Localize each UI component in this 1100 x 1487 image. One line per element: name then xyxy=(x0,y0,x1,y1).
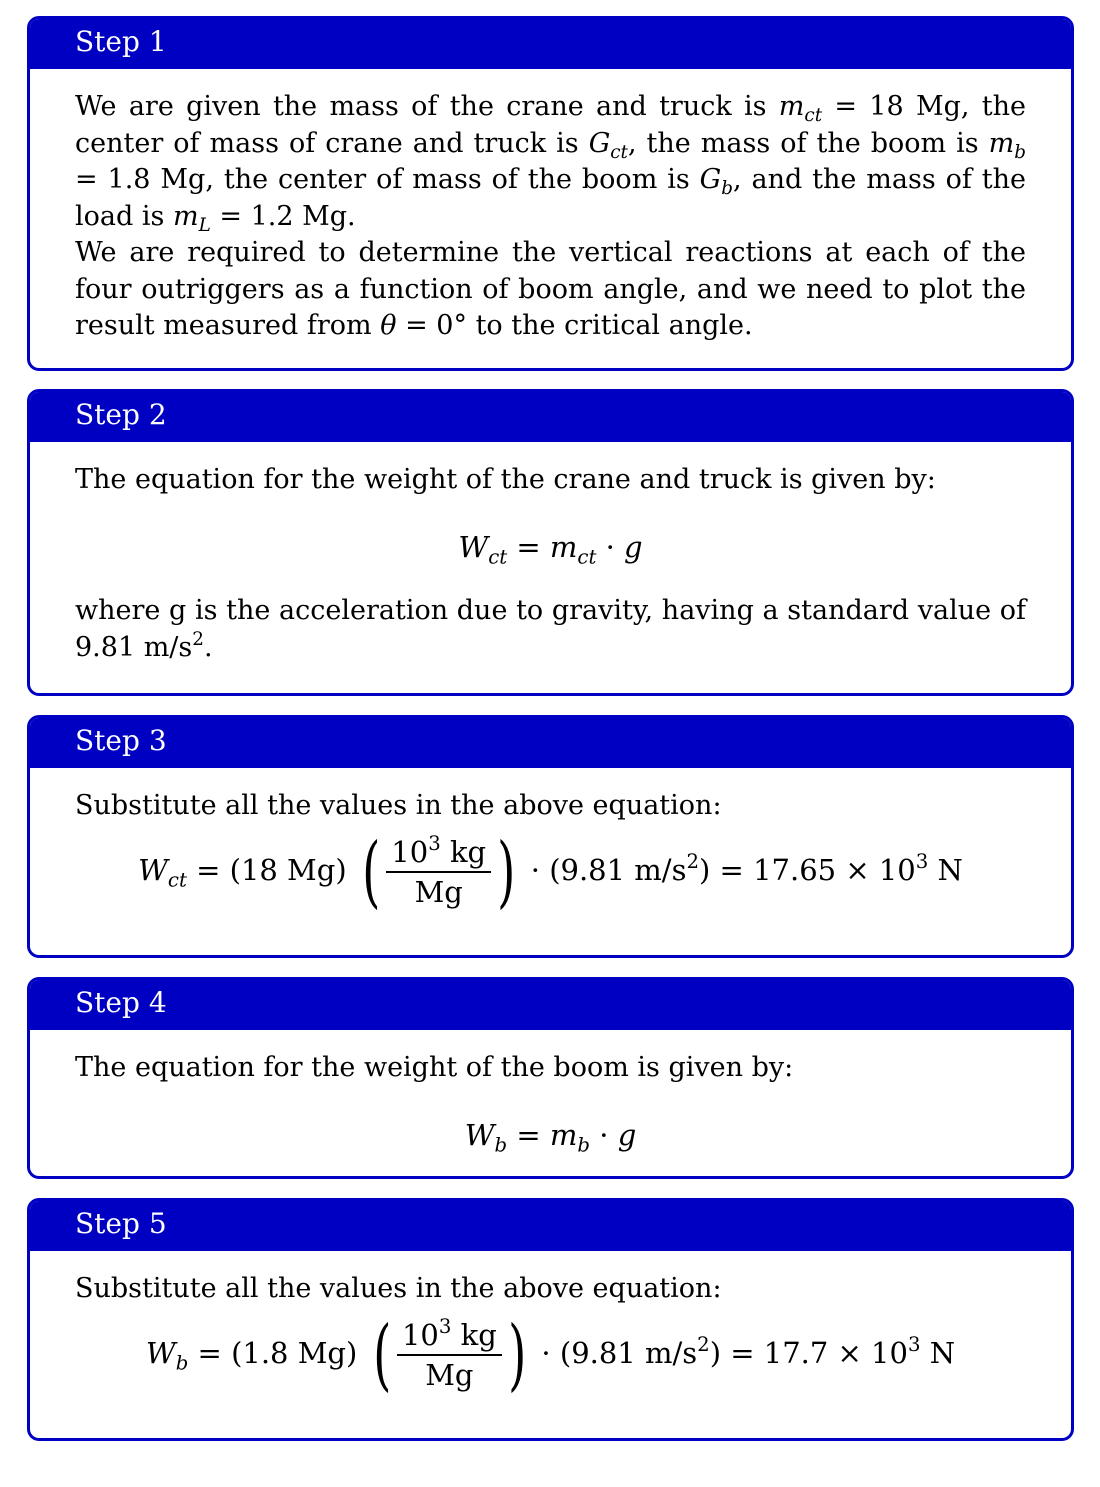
step-3-card xyxy=(27,715,1074,958)
step-3-body xyxy=(30,768,1071,917)
gravity-paragraph: where g is the acceleration due to gravity, having a standard value of 9.81 $m/s^2$. xyxy=(75,595,1026,663)
step-2-header: Step 2 xyxy=(30,392,1071,442)
unit-conversion-fraction: $\frac{10^3 kg}{Mg}$ xyxy=(386,836,491,908)
step-5-body xyxy=(30,1251,1071,1400)
weight-crane-equation: $W_{ct} = m_{ct} \cdot g$ xyxy=(458,529,643,568)
step-5-intro: Substitute all the values in the above equation: xyxy=(75,1273,722,1304)
required-paragraph: We are required to determine the vertical reactions at each of the four outriggers as a function of boom angle, and we need to plot the result measured from θ = 0° to the critical angle. xyxy=(75,237,1026,341)
step-4-intro: The equation for the weight of the boom is given by: xyxy=(75,1052,794,1083)
step-2-intro: The equation for the weight of the crane and truck is given by: xyxy=(75,464,936,495)
weight-boom-equation: $W_b = m_b \cdot g$ xyxy=(464,1117,637,1156)
step-1-header: Step 1 xyxy=(30,19,1071,69)
step-1-body xyxy=(30,69,1071,345)
step-4-card xyxy=(27,977,1074,1179)
step-3-header: Step 3 xyxy=(30,718,1071,768)
step-1-card xyxy=(27,16,1074,371)
step-4-body xyxy=(30,1030,1071,1156)
given-paragraph: We are given the mass of the crane and truck is $m_{ct} = 18$ Mg, the center of mass of crane and truck is $G_{ct}$, the mass of the boom is $m_b = 1.8$ Mg, the center of mass of the boom is $G_b$, and the mass of the load is $m_L = 1.2$ Mg. xyxy=(75,91,1027,236)
step-2-body xyxy=(30,442,1071,666)
step-5-header: Step 5 xyxy=(30,1201,1071,1251)
weight-crane-calculation: $W_{ct} = (18$ Mg) ( $\frac{10^3 kg}{Mg}$ ) · (9.81 $m/s^2) = 17.65 \times 10^3$ N xyxy=(138,826,963,917)
step-3-intro: Substitute all the values in the above equation: xyxy=(75,790,722,821)
unit-conversion-fraction: $\frac{10^3 kg}{Mg}$ xyxy=(397,1319,502,1391)
step-2-card xyxy=(27,389,1074,696)
weight-boom-calculation: $W_b = (1.8$ Mg) ( $\frac{10^3 kg}{Mg}$ ) · (9.81 $m/s^2) = 17.7 \times 10^3$ N xyxy=(145,1309,956,1400)
step-4-header: Step 4 xyxy=(30,980,1071,1030)
step-5-card xyxy=(27,1198,1074,1441)
